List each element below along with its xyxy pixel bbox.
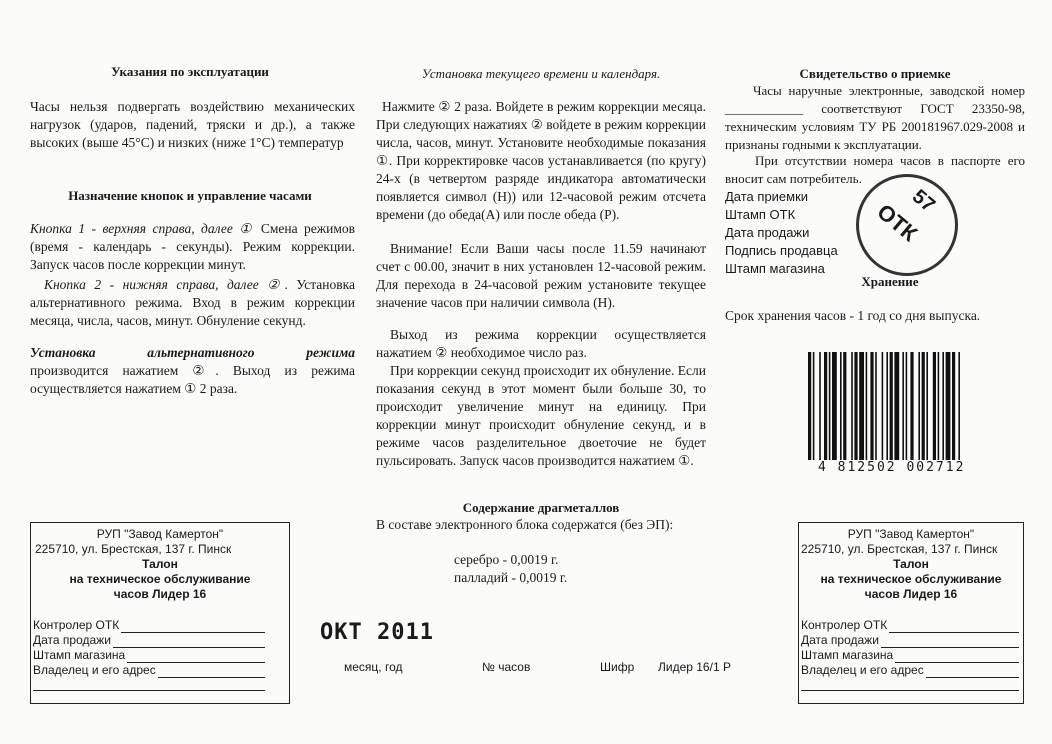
barcode-bar xyxy=(910,352,913,460)
serial-note: При отсутствии номера часов в паспорте его вносит сам потребитель. xyxy=(725,153,1025,186)
exit-text: Выход из режима коррекции осуществляется нажатием ② необходимое число раз. xyxy=(376,327,706,360)
field-otk-stamp: Штамп ОТК xyxy=(725,207,796,222)
button2-desc: . Установка альтернативного режима. Вход в режим коррекции месяца, числа, часов, минут. Обнуление секунд. xyxy=(30,277,355,328)
barcode-bar xyxy=(808,352,811,460)
barcode-bar xyxy=(870,352,873,460)
barcode-bar xyxy=(819,352,821,460)
metals-text: В составе электронного блока содержатся (без ЭП): xyxy=(376,517,674,532)
barcode-bar xyxy=(843,352,846,460)
silver-value: серебро - 0,0019 г. xyxy=(454,552,559,567)
heading-buttons: Назначение кнопок и управление часами xyxy=(68,188,312,203)
barcode-bar xyxy=(854,352,857,460)
barcode-bar xyxy=(933,352,936,460)
barcode-bar xyxy=(832,352,837,460)
coupon-org: РУП "Завод Камертон" xyxy=(847,527,975,541)
heading-storage: Хранение xyxy=(861,274,919,289)
heading-usage: Указания по эксплуатации xyxy=(111,64,269,79)
usage-text: Часы нельзя подвергать воздействию механических нагрузок (ударов, падений, тряски и др.), а также высоких (выше 45°С) и низких (ниже 1°С) температур xyxy=(30,99,355,150)
barcode-bar xyxy=(902,352,904,460)
coupon-field-sale-date[interactable]: Дата продажи xyxy=(33,633,265,648)
otk-stamp-number: 57 xyxy=(907,185,940,217)
coupon-field-owner[interactable]: Владелец и его адрес xyxy=(801,663,1019,678)
coupon-model: часов Лидер 16 xyxy=(113,587,207,601)
barcode-bar xyxy=(859,352,864,460)
seconds-text: При коррекции секунд происходит их обнуление. Если показания секунд в этот момент были больше 30, то происходит увеличение минут на единицу. При коррекции минут происходит обнуление секунд, и в режиме часов разделительное двоеточие не будет пульсировать. Запуск часов производится нажатием ①. xyxy=(376,363,706,468)
button1-label: Кнопка 1 - верхняя справа, далее ① xyxy=(30,221,255,236)
month-year-label: месяц, год xyxy=(344,660,403,674)
barcode xyxy=(808,352,1008,464)
watch-number-label: № часов xyxy=(482,660,531,674)
button2-label: Кнопка 2 - нижняя справа, далее ② xyxy=(44,277,285,292)
coupon-field-shop-stamp[interactable]: Штамп магазина xyxy=(33,648,265,663)
barcode-bar xyxy=(840,352,842,460)
barcode-bar xyxy=(882,352,884,460)
coupon-address: 225710, ул. Брестская, 137 г. Пинск xyxy=(35,542,232,556)
coupon-field-owner[interactable]: Владелец и его адрес xyxy=(33,663,265,678)
barcode-bar xyxy=(829,352,831,460)
barcode-bar xyxy=(894,352,899,460)
field-acceptance-date: Дата приемки xyxy=(725,189,809,204)
field-seller-signature: Подпись продавца xyxy=(725,243,838,258)
barcode-bar xyxy=(938,352,940,460)
coupon-field-sale-date[interactable]: Дата продажи xyxy=(801,633,1019,648)
coupon-subtitle: на техническое обслуживание xyxy=(69,572,251,586)
barcode-bar xyxy=(813,352,815,460)
date-stamp: ОКТ 2011 xyxy=(320,620,434,645)
barcode-bar xyxy=(890,352,893,460)
barcode-bar xyxy=(952,352,955,460)
palladium-value: палладий - 0,0019 г. xyxy=(454,570,568,585)
service-coupon-right xyxy=(798,522,1024,704)
barcode-bar xyxy=(926,352,928,460)
field-sale-date: Дата продажи xyxy=(725,225,810,240)
coupon-subtitle: на техническое обслуживание xyxy=(820,572,1002,586)
heading-metals: Содержание драгметаллов xyxy=(462,500,620,515)
service-coupon-left xyxy=(30,522,290,704)
button2-text xyxy=(30,276,355,330)
button1-text xyxy=(30,220,355,274)
alt-mode-text: производится нажатием ②. Выход из режима осуществляется нажатием ① 2 раза. xyxy=(30,363,355,396)
heading-alt-mode: Установка альтернативного режима xyxy=(30,345,355,360)
coupon-title: Талон xyxy=(893,557,929,571)
heading-acceptance: Свидетельство о приемке xyxy=(799,66,951,81)
barcode-bar xyxy=(906,352,908,460)
coupon-field-otk[interactable]: Контролер ОТК xyxy=(801,618,1019,633)
coupon-org: РУП "Завод Камертон" xyxy=(96,527,224,541)
acceptance-fields xyxy=(725,188,838,278)
time-setting-text: Нажмите ② 2 раза. Войдете в режим коррекции месяца. При следующих нажатиях ② войдете в режим коррекции числа, часов, минут. Установите необходимые показания ①. При корректировке часов устанавливается (по кругу) 24-х (в четвертом разряде индикатора автоматически появляется символ (H)) или 12-часовой режим отсчета времени (до обеда(А) или после обеда (Р). xyxy=(376,99,706,222)
coupon-model: часов Лидер 16 xyxy=(864,587,958,601)
barcode-number: 4 812502 002712 xyxy=(818,460,966,475)
barcode-bar xyxy=(958,352,960,460)
button1-desc: Смена режимов (время - календарь - секунды). Режим коррекции. Запуск часов после коррекции минут. xyxy=(30,221,356,272)
field-shop-stamp: Штамп магазина xyxy=(725,261,825,276)
otk-stamp-text: ОТК xyxy=(872,198,923,247)
barcode-bar xyxy=(824,352,827,460)
coupon-title: Талон xyxy=(142,557,178,571)
barcode-bar xyxy=(851,352,853,460)
barcode-bar xyxy=(886,352,888,460)
barcode-bar xyxy=(946,352,951,460)
barcode-bar xyxy=(942,352,944,460)
storage-text: Срок хранения часов - 1 год со дня выпуска. xyxy=(725,308,981,323)
cipher-label: Шифр xyxy=(600,660,635,674)
heading-time-setting: Установка текущего времени и календаря. xyxy=(421,66,661,81)
coupon-address: 225710, ул. Брестская, 137 г. Пинск xyxy=(801,542,998,556)
barcode-bar xyxy=(922,352,925,460)
coupon-field-shop-stamp[interactable]: Штамп магазина xyxy=(801,648,1019,663)
warning-text: Внимание! Если Ваши часы после 11.59 начинают счет с 00.00, значит в них установлен 12-часовой режим. Для перехода в 24-часовой режим установите текущее значение часов при наличии символа (H). xyxy=(376,241,706,310)
coupon-field-otk[interactable]: Контролер ОТК xyxy=(33,618,265,633)
acceptance-text: Часы наручные электронные, заводской номер ____________ соответствуют ГОСТ 23350-98, техническим условиям ТУ РБ 200181967.029-2008 и признаны годными к эксплуатации. xyxy=(725,83,1025,152)
cipher-value: Лидер 16/1 Р xyxy=(658,660,731,674)
barcode-bar xyxy=(918,352,920,460)
barcode-bar xyxy=(866,352,868,460)
barcode-bar xyxy=(875,352,877,460)
